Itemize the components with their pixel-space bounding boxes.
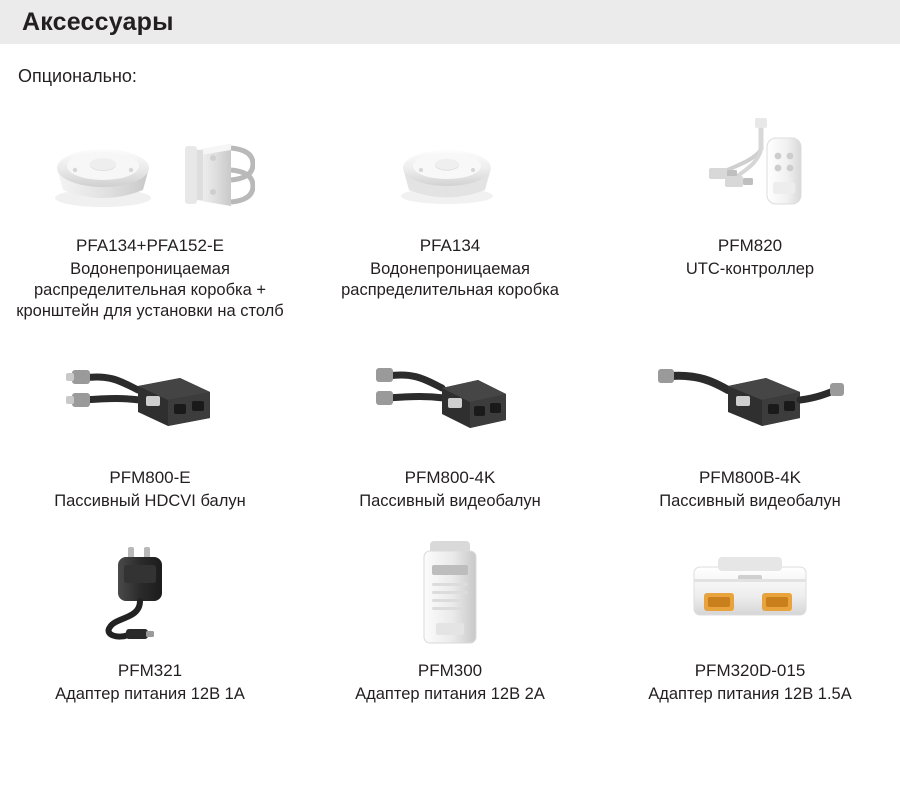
page-title: Аксессуары bbox=[22, 7, 174, 36]
subtitle-optional: Опционально: bbox=[18, 66, 137, 86]
accessory-code: PFM800-E bbox=[109, 468, 191, 488]
accessory-item-pfm320d-015 bbox=[600, 532, 900, 705]
accessory-code: PFM800B-4K bbox=[698, 468, 802, 488]
accessory-code: PFM321 bbox=[117, 661, 183, 680]
accessory-item-pfm820 bbox=[600, 105, 900, 321]
accessories-grid bbox=[0, 105, 900, 705]
accessory-code: PFM320D-015 bbox=[694, 661, 806, 680]
accessory-item-pfm800b-4k bbox=[600, 339, 900, 512]
passive-hdcvi-balun-image bbox=[8, 339, 292, 457]
power-adapter-din-image bbox=[608, 532, 892, 650]
accessory-description: Адаптер питания 12В 2А bbox=[355, 685, 545, 704]
accessory-description: Пассивный видеобалун bbox=[359, 492, 541, 511]
junction-box-image bbox=[308, 105, 592, 225]
accessory-item-pfa134-pfa152e bbox=[0, 105, 300, 321]
accessory-description: Водонепроницаемая распределительная коробка bbox=[341, 260, 559, 299]
accessory-item-pfa134 bbox=[300, 105, 600, 321]
accessory-description: UTC-контроллер bbox=[685, 260, 815, 279]
accessory-code: PFM800-4K bbox=[404, 468, 496, 488]
section-header bbox=[0, 0, 900, 44]
accessory-description: Пассивный HDCVI балун bbox=[54, 492, 246, 511]
accessory-item-pfm300 bbox=[300, 532, 600, 705]
accessory-description: Адаптер питания 12В 1.5А bbox=[648, 685, 852, 704]
accessory-description: Адаптер питания 12В 1А bbox=[55, 685, 245, 704]
passive-video-balun-image bbox=[308, 339, 592, 457]
accessories-row bbox=[0, 105, 900, 321]
accessory-item-pfm800-4k bbox=[300, 339, 600, 512]
accessory-code: PFA134+PFA152-E bbox=[76, 236, 224, 255]
passive-video-balun-b-image bbox=[608, 339, 892, 457]
power-adapter-plug-image bbox=[8, 532, 292, 650]
accessory-code: PFA134 bbox=[419, 236, 481, 255]
utc-controller-image bbox=[608, 105, 892, 225]
accessories-row bbox=[0, 339, 900, 512]
accessory-code: PFM300 bbox=[417, 661, 483, 680]
accessory-description: Водонепроницаемая распределительная коробка + кронштейн для установки на столб bbox=[16, 260, 284, 320]
junction-box-with-pole-mount-bracket-image bbox=[8, 105, 292, 225]
accessory-description: Пассивный видеобалун bbox=[659, 492, 841, 511]
accessory-code: PFM820 bbox=[717, 236, 783, 255]
accessories-row bbox=[0, 532, 900, 705]
power-adapter-box-image bbox=[308, 532, 592, 650]
accessory-item-pfm321 bbox=[0, 532, 300, 705]
accessory-item-pfm800e bbox=[0, 339, 300, 512]
